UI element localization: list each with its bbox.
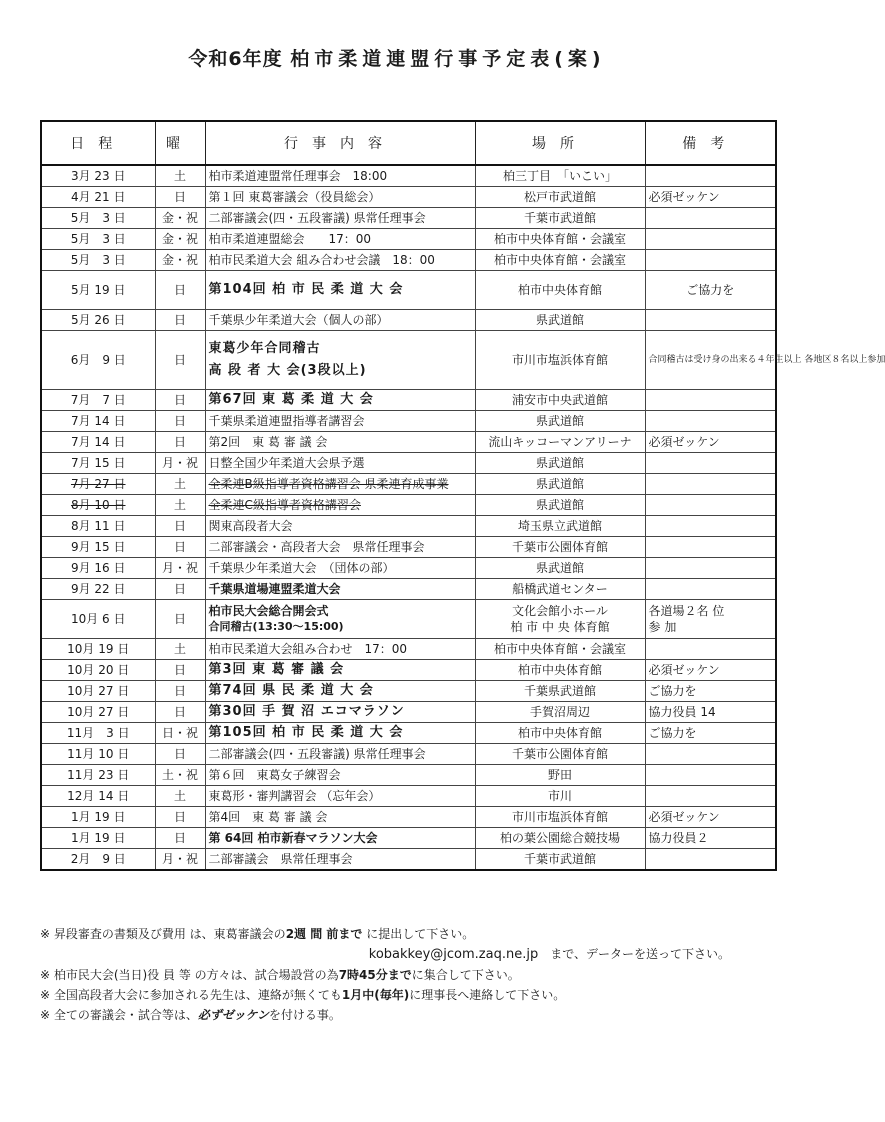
row-day: 月・祝: [155, 849, 205, 871]
row-place: 松戸市武道館: [475, 187, 645, 208]
row-day: 日: [155, 271, 205, 310]
table-row: [41, 849, 776, 871]
row-day: 日: [155, 390, 205, 411]
row-day: 金・祝: [155, 250, 205, 271]
row-place: 県武道館: [475, 558, 645, 579]
row-date: 9月 22 日: [41, 579, 155, 600]
row-day: 日: [155, 579, 205, 600]
row-event: 第2回 東 葛 審 議 会: [205, 432, 475, 453]
row-place: 市川市塩浜体育館: [475, 807, 645, 828]
row-note: [645, 765, 776, 786]
row-date: 12月 14 日: [41, 786, 155, 807]
row-note: 必須ゼッケン: [645, 660, 776, 681]
row-date: 9月 16 日: [41, 558, 155, 579]
note-3-text-end: に理事長へ連絡して下さい。: [409, 988, 566, 1002]
row-note: [645, 390, 776, 411]
row-place-line1: 文化会館小ホール: [512, 604, 608, 618]
row-event: [205, 600, 475, 639]
row-event: 二部審議会 県常任理事会: [205, 849, 475, 871]
table-row: [41, 208, 776, 229]
note-1-text: ※ 昇段審査の書類及び費用 は、東葛審議会の: [40, 927, 286, 941]
row-event: 千葉県柔道連盟指導者講習会: [205, 411, 475, 432]
note-1-emphasis: 2週 間 前まで: [285, 927, 363, 941]
row-note: [645, 516, 776, 537]
row-date: 11月 3 日: [41, 723, 155, 744]
header-event: 行事内容: [205, 121, 475, 165]
row-place: 柏市中央体育館: [475, 723, 645, 744]
row-place: 柏市中央体育館・会議室: [475, 250, 645, 271]
table-row: [41, 702, 776, 723]
table-row: [41, 390, 776, 411]
row-note: [645, 579, 776, 600]
row-place: 県武道館: [475, 411, 645, 432]
row-note: [645, 411, 776, 432]
row-event: 柏市民柔道大会組み合わせ 17：00: [205, 639, 475, 660]
row-date: 9月 15 日: [41, 537, 155, 558]
page-title: [0, 44, 794, 71]
row-note: 必須ゼッケン: [645, 807, 776, 828]
row-place: 手賀沼周辺: [475, 702, 645, 723]
row-date: 11月 10 日: [41, 744, 155, 765]
table-row: [41, 516, 776, 537]
table-row: [41, 765, 776, 786]
row-note: ご協力を: [645, 681, 776, 702]
row-note: [645, 250, 776, 271]
row-day: 日: [155, 828, 205, 849]
row-place: 浦安市中央武道館: [475, 390, 645, 411]
row-event: 全柔連C級指導者資格講習会: [205, 495, 475, 516]
table-row: [41, 187, 776, 208]
row-event: 第74回 県 民 柔 道 大 会: [205, 681, 475, 702]
table-row: [41, 495, 776, 516]
row-date: 2月 9 日: [41, 849, 155, 871]
row-place: 県武道館: [475, 474, 645, 495]
row-note: 合同稽古は受け身の出来る４年生以上 各地区８名以上参加: [645, 331, 776, 390]
row-place-line2: 柏 市 中 央 体育館: [510, 620, 610, 634]
row-note: 協力役員２: [645, 828, 776, 849]
row-event: 第105回 柏 市 民 柔 道 大 会: [205, 723, 475, 744]
row-date: 11月 23 日: [41, 765, 155, 786]
table-row: [41, 558, 776, 579]
row-day: 日: [155, 331, 205, 390]
row-place: 千葉県武道館: [475, 681, 645, 702]
row-date: 7月 27 日: [41, 474, 155, 495]
row-date: 10月 20 日: [41, 660, 155, 681]
row-event-line1: 柏市民大会総合開会式: [208, 604, 329, 618]
row-event: 第67回 東 葛 柔 道 大 会: [205, 390, 475, 411]
row-event: 東葛形・審判講習会 （忘年会）: [205, 786, 475, 807]
row-place: 県武道館: [475, 453, 645, 474]
row-place: 千葉市公園体育館: [475, 537, 645, 558]
row-note: 協力役員 14: [645, 702, 776, 723]
row-day: 金・祝: [155, 229, 205, 250]
note-2: [40, 965, 760, 985]
table-row: [41, 639, 776, 660]
row-note: [645, 786, 776, 807]
row-event: 日整全国少年柔道大会県予選: [205, 453, 475, 474]
row-place: 柏市中央体育館: [475, 271, 645, 310]
row-note-line1: 各道場２名 位: [648, 604, 725, 618]
row-event: 第3回 東 葛 審 議 会: [205, 660, 475, 681]
row-date: 4月 21 日: [41, 187, 155, 208]
row-note: [645, 474, 776, 495]
note-1: [40, 924, 760, 944]
row-place: 市川: [475, 786, 645, 807]
row-date: 7月 7 日: [41, 390, 155, 411]
table-row: [41, 723, 776, 744]
row-date: 5月 3 日: [41, 250, 155, 271]
row-event: 二部審議会(四・五段審議) 県常任理事会: [205, 208, 475, 229]
row-note: [645, 639, 776, 660]
row-event: 全柔連B級指導者資格講習会 県柔連育成事業: [205, 474, 475, 495]
footer-notes: [40, 924, 760, 1025]
table-row: [41, 681, 776, 702]
row-note: 必須ゼッケン: [645, 187, 776, 208]
row-place: 県武道館: [475, 495, 645, 516]
row-place: 流山キッコーマンアリーナ: [475, 432, 645, 453]
row-place: 埼玉県立武道館: [475, 516, 645, 537]
row-event: 第 64回 柏市新春マラソン大会: [205, 828, 475, 849]
row-note: [645, 208, 776, 229]
row-place: 柏三丁目 「いこい」: [475, 165, 645, 187]
table-row: [41, 229, 776, 250]
note-2-emphasis: 7時45分まで: [338, 968, 412, 982]
row-date: 10月 27 日: [41, 702, 155, 723]
row-place: 柏の葉公園総合競技場: [475, 828, 645, 849]
table-row: [41, 331, 776, 390]
row-note: [645, 558, 776, 579]
row-day: 土: [155, 639, 205, 660]
table-row: [41, 411, 776, 432]
row-event: 千葉県道場連盟柔道大会: [205, 579, 475, 600]
row-event-line2: 合同稽古(13:30～15:00): [208, 620, 344, 633]
note-3-emphasis: 1月中(毎年): [341, 988, 410, 1002]
row-event: 二部審議会・高段者大会 県常任理事会: [205, 537, 475, 558]
row-event: 第１回 東葛審議会（役員総会）: [205, 187, 475, 208]
note-1-text-end: に提出して下さい。: [362, 927, 475, 941]
row-date: 5月 3 日: [41, 229, 155, 250]
row-place: 船橋武道センター: [475, 579, 645, 600]
row-place: 千葉市武道館: [475, 208, 645, 229]
row-day: 月・祝: [155, 558, 205, 579]
row-place: 柏市中央体育館: [475, 660, 645, 681]
row-event: 関東高段者大会: [205, 516, 475, 537]
row-note: 必須ゼッケン: [645, 432, 776, 453]
table-row: [41, 432, 776, 453]
row-place: 市川市塩浜体育館: [475, 331, 645, 390]
row-day: 日: [155, 744, 205, 765]
row-event: 二部審議会(四・五段審議) 県常任理事会: [205, 744, 475, 765]
row-date: 7月 14 日: [41, 411, 155, 432]
row-day: 日: [155, 516, 205, 537]
row-date: 5月 19 日: [41, 271, 155, 310]
table-row: [41, 786, 776, 807]
row-event: [205, 331, 475, 390]
note-4-emphasis: 必ずゼッケン: [197, 1008, 269, 1022]
row-day: 土: [155, 786, 205, 807]
row-day: 日: [155, 681, 205, 702]
row-note: [645, 165, 776, 187]
row-note: [645, 744, 776, 765]
row-place: 千葉市公園体育館: [475, 744, 645, 765]
row-place: 野田: [475, 765, 645, 786]
row-day: 日: [155, 432, 205, 453]
row-place: 柏市中央体育館・会議室: [475, 639, 645, 660]
table-row: [41, 310, 776, 331]
row-date: 10月 19 日: [41, 639, 155, 660]
row-event: 千葉県少年柔道大会 （団体の部）: [205, 558, 475, 579]
row-note: ご協力を: [645, 723, 776, 744]
row-event-line1: 東葛少年合同稽古: [208, 341, 321, 356]
row-date: 5月 26 日: [41, 310, 155, 331]
note-4-text-end: を付ける事。: [268, 1008, 341, 1022]
table-row: [41, 807, 776, 828]
row-date: 10月 6 日: [41, 600, 155, 639]
row-place: 県武道館: [475, 310, 645, 331]
row-date: 6月 9 日: [41, 331, 155, 390]
table-row: [41, 537, 776, 558]
row-place: 千葉市武道館: [475, 849, 645, 871]
table-row: [41, 474, 776, 495]
row-event: 第104回 柏 市 民 柔 道 大 会: [205, 271, 475, 310]
row-date: 8月 10 日: [41, 495, 155, 516]
table-row: [41, 600, 776, 639]
row-note: [645, 537, 776, 558]
row-day: 日: [155, 411, 205, 432]
row-event: 第30回 手 賀 沼 エコマラソン: [205, 702, 475, 723]
row-date: 5月 3 日: [41, 208, 155, 229]
table-row: [41, 453, 776, 474]
note-3: [40, 985, 760, 1005]
row-day: 土: [155, 495, 205, 516]
row-day: 日: [155, 187, 205, 208]
row-date: 1月 19 日: [41, 828, 155, 849]
table-header-row: [41, 121, 776, 165]
title-prefix: 令和6年度: [188, 48, 283, 70]
row-day: 土: [155, 165, 205, 187]
row-day: 日: [155, 537, 205, 558]
row-day: 日: [155, 660, 205, 681]
header-day: 曜: [155, 121, 205, 165]
row-date: 3月 23 日: [41, 165, 155, 187]
row-event: 柏市柔道連盟総会 17：00: [205, 229, 475, 250]
table-row: [41, 579, 776, 600]
note-2-text-end: に集合して下さい。: [411, 968, 520, 982]
row-note: [645, 600, 776, 639]
row-note: [645, 310, 776, 331]
row-event: 第4回 東 葛 審 議 会: [205, 807, 475, 828]
title-main: 柏市柔道連盟行事予定表(案): [290, 48, 606, 70]
row-event: 柏市柔道連盟常任理事会 18:00: [205, 165, 475, 187]
row-day: 日: [155, 310, 205, 331]
table-row: [41, 250, 776, 271]
note-4-text: ※ 全ての審議会・試合等は、: [40, 1008, 198, 1022]
row-place: [475, 600, 645, 639]
row-date: 10月 27 日: [41, 681, 155, 702]
table-row: [41, 271, 776, 310]
row-date: 8月 11 日: [41, 516, 155, 537]
row-day: 日: [155, 807, 205, 828]
row-note: ご協力を: [645, 271, 776, 310]
row-day: 土: [155, 474, 205, 495]
row-date: 1月 19 日: [41, 807, 155, 828]
row-note: [645, 229, 776, 250]
header-date: 日程: [41, 121, 155, 165]
note-2-text: ※ 柏市民大会(当日)役 員 等 の方々は、試合場設営の為: [40, 968, 339, 982]
table-row: [41, 828, 776, 849]
note-3-text: ※ 全国高段者大会に参加される先生は、連絡が無くても: [40, 988, 342, 1002]
header-place: 場所: [475, 121, 645, 165]
email-suffix: まで、データーを送って下さい。: [538, 947, 730, 961]
row-event-line2: 高 段 者 大 会(3段以上): [208, 363, 367, 378]
email-line: [40, 944, 760, 965]
note-4: [40, 1005, 760, 1025]
row-note-line2: 参 加: [648, 620, 677, 634]
schedule-table: [40, 120, 885, 871]
row-event: 柏市民柔道大会 組み合わせ会議 18：00: [205, 250, 475, 271]
row-event: 第６回 東葛女子練習会: [205, 765, 475, 786]
row-note: [645, 495, 776, 516]
row-place: 柏市中央体育館・会議室: [475, 229, 645, 250]
row-date: 7月 14 日: [41, 432, 155, 453]
row-note: [645, 453, 776, 474]
contact-email[interactable]: kobakkey@jcom.zaq.ne.jp: [368, 947, 539, 962]
table-row: [41, 660, 776, 681]
table-row: [41, 744, 776, 765]
table-row: [41, 165, 776, 187]
row-event: 千葉県少年柔道大会（個人の部）: [205, 310, 475, 331]
row-day: 土・祝: [155, 765, 205, 786]
header-note: 備考: [645, 121, 776, 165]
row-day: 日・祝: [155, 723, 205, 744]
row-day: 日: [155, 702, 205, 723]
row-note: [645, 849, 776, 871]
row-day: 日: [155, 600, 205, 639]
row-date: 7月 15 日: [41, 453, 155, 474]
row-day: 金・祝: [155, 208, 205, 229]
row-day: 月・祝: [155, 453, 205, 474]
